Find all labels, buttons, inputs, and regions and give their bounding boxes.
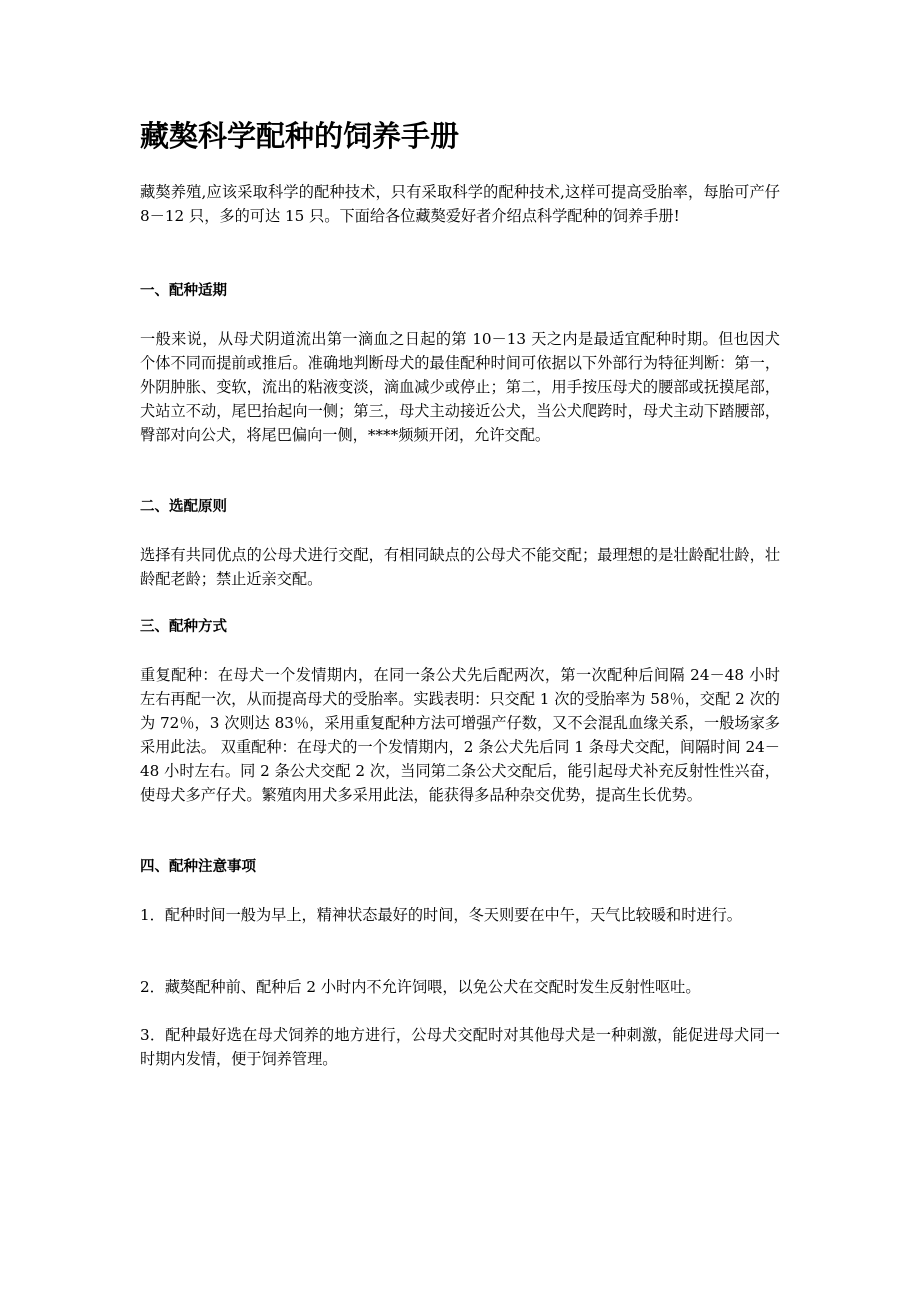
selection-principles-paragraph: 选择有共同优点的公母犬进行交配，有相同缺点的公母犬不能交配；最理想的是壮龄配壮龄，壮龄配老龄；禁止近亲交配。 xyxy=(140,546,780,588)
precaution-item-1: 1．配种时间一般为早上，精神状态最好的时间，冬天则要在中午，天气比较暖和时进行。 xyxy=(140,906,742,924)
mating-methods-paragraph: 重复配种：在母犬一个发情期内，在同一条公犬先后配两次，第一次配种后间隔 24－48 小时左右再配一次，从而提高母犬的受胎率。实践表明：只交配 1 次的受胎率为 58％，交配 2 次的为 72％，3 次则达 83％，采用重复配种方法可增强产仔数，又不会混乱血缘关系，一般场家多采用此法。 双重配种：在母犬的一个发情期内，2 条公犬先后同 1 条母犬交配，间隔时间 24－48 小时左右。同 2 条公犬交配 2 次，当同第二条公犬交配后，能引起母犬补充反射性性兴奋，使母犬多产仔犬。繁殖肉用犬多采用此法，能获得多品种杂交优势，提高生长优势。 xyxy=(140,666,780,804)
intro-paragraph: 藏獒养殖,应该采取科学的配种技术，只有采取科学的配种技术,这样可提高受胎率，每胎可产仔 8－12 只，多的可达 15 只。下面给各位藏獒爱好者介绍点科学配种的饲养手册! xyxy=(140,183,780,225)
mating-period-paragraph: 一般来说，从母犬阴道流出第一滴血之日起的第 10－13 天之内是最适宜配种时期。但也因犬个体不同而提前或推后。准确地判断母犬的最佳配种时间可依据以下外部行为特征判断：第一，外阴肿胀、变软，流出的粘液变淡，滴血减少或停止；第二，用手按压母犬的腰部或抚摸尾部，犬站立不动，尾巴抬起向一侧；第三，母犬主动接近公犬，当公犬爬跨时，母犬主动下踏腰部，臀部对向公犬，将尾巴偏向一侧，****频频开闭，允许交配。 xyxy=(140,330,780,444)
section-heading-mating-methods: 三、配种方式 xyxy=(140,619,227,635)
section-heading-precautions: 四、配种注意事项 xyxy=(140,859,256,875)
document-title: 藏獒科学配种的饲养手册 xyxy=(140,119,460,153)
section-heading-selection-principles: 二、选配原则 xyxy=(140,499,227,515)
precaution-item-2: 2．藏獒配种前、配种后 2 小时内不允许饲喂，以免公犬在交配时发生反射性呕吐。 xyxy=(140,978,701,996)
precaution-item-3: 3．配种最好选在母犬饲养的地方进行，公母犬交配时对其他母犬是一种刺激，能促进母犬同一时期内发情，便于饲养管理。 xyxy=(140,1026,780,1068)
section-heading-mating-period: 一、配种适期 xyxy=(140,283,227,299)
